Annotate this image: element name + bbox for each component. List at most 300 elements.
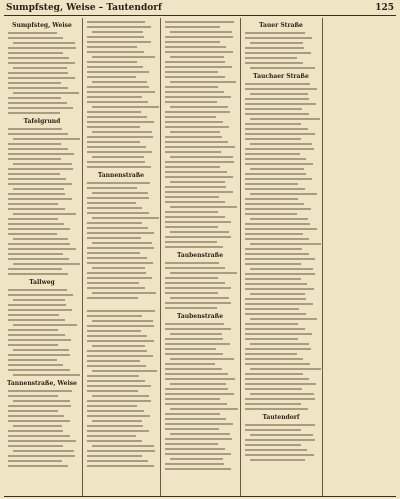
directory-entry (87, 430, 149, 432)
directory-entry (87, 116, 147, 118)
directory-entry (165, 66, 232, 68)
directory-entry (250, 318, 317, 320)
directory-entry (13, 213, 76, 215)
directory-entry (87, 465, 154, 467)
directory-entry (87, 400, 151, 402)
directory-entry (8, 460, 62, 462)
directory-entry (165, 378, 235, 380)
directory-entry (8, 178, 66, 180)
directory-entry (165, 413, 220, 415)
directory-entry (92, 370, 157, 372)
directory-entry (245, 138, 301, 140)
directory-entry (165, 373, 228, 375)
directory-entry (8, 233, 57, 235)
directory-entry (165, 468, 231, 470)
directory-entry (165, 236, 231, 238)
directory-entry (245, 383, 316, 385)
directory-entry (92, 420, 142, 422)
directory-entry (8, 289, 67, 291)
directory-entry (165, 246, 223, 248)
directory-entry (250, 168, 304, 170)
directory-entry (87, 111, 141, 113)
directory-entry (245, 288, 314, 290)
directory-entry (8, 319, 65, 321)
directory-entry (165, 453, 231, 455)
directory-entry (170, 181, 225, 183)
directory-entry (165, 86, 218, 88)
directory-entry (87, 182, 150, 184)
directory-entry (250, 143, 312, 145)
directory-entry (8, 395, 58, 397)
street-heading: Tauchaer Straße (253, 73, 309, 80)
directory-entry (8, 133, 68, 135)
directory-entry (165, 161, 234, 163)
directory-entry (8, 153, 74, 155)
directory-entry (165, 146, 235, 148)
directory-entry (13, 188, 64, 190)
directory-entry (165, 166, 220, 168)
directory-entry (165, 216, 225, 218)
directory-entry (245, 203, 304, 205)
directory-entry (8, 112, 60, 114)
directory-entry (170, 433, 230, 435)
directory-entry (8, 158, 61, 160)
directory-entry (245, 444, 301, 446)
directory-entry (245, 62, 303, 64)
directory-entry (165, 171, 227, 173)
directory-entry (250, 93, 308, 95)
directory-entry (8, 47, 76, 49)
directory-entry (87, 355, 153, 357)
directory-entry (165, 211, 218, 213)
directory-entry (245, 338, 298, 340)
directory-entry (245, 333, 312, 335)
directory-entry (245, 32, 305, 34)
street-heading: Tautendorf (262, 414, 300, 421)
directory-entry (13, 349, 69, 351)
directory-entry (165, 221, 231, 223)
directory-entry (250, 67, 315, 69)
directory-entry (245, 128, 308, 130)
directory-entry (87, 141, 140, 143)
directory-entry (170, 131, 220, 133)
directory-entry (87, 66, 143, 68)
directory-entry (13, 238, 68, 240)
directory-entry (245, 388, 302, 390)
directory-entry (165, 388, 228, 390)
column-2 (82, 18, 159, 496)
directory-entry (245, 258, 315, 260)
directory-entry (250, 434, 313, 436)
directory-entry (165, 116, 216, 118)
directory-entry (165, 368, 222, 370)
directory-entry (245, 298, 306, 300)
directory-entry (87, 375, 139, 377)
directory-entry (165, 287, 231, 289)
directory-entry (165, 46, 226, 48)
directory-entry (87, 262, 153, 264)
directory-entry (87, 86, 149, 88)
directory-entry (165, 241, 217, 243)
directory-entry (245, 88, 317, 90)
directory-entry (87, 36, 144, 38)
directory-entry (8, 82, 61, 84)
directory-entry (245, 158, 306, 160)
directory-entry (87, 21, 145, 23)
directory-entry (8, 208, 65, 210)
street-heading: Tannenstraße, Weise (7, 380, 77, 387)
directory-entry (245, 108, 302, 110)
directory-entry (245, 208, 311, 210)
directory-entry (87, 440, 142, 442)
directory-entry (87, 41, 151, 43)
directory-entry (245, 83, 310, 85)
directory-entry (92, 320, 153, 322)
directory-entry (87, 282, 139, 284)
directory-entry (8, 430, 63, 432)
directory-entry (8, 183, 72, 185)
column-1 (4, 18, 80, 496)
directory-entry (92, 81, 147, 83)
directory-entry (8, 248, 76, 250)
directory-entry (170, 383, 226, 385)
directory-entry (245, 183, 298, 185)
directory-entry (245, 173, 306, 175)
directory-entry (250, 193, 317, 195)
directory-entry (8, 440, 76, 442)
directory-entry (245, 328, 305, 330)
directory-entry (92, 131, 152, 133)
block-gap (86, 302, 156, 307)
directory-entry (165, 448, 225, 450)
directory-entry (170, 408, 238, 410)
directory-entry (245, 103, 316, 105)
directory-entry (87, 202, 136, 204)
directory-entry (8, 57, 69, 59)
directory-entry (245, 98, 309, 100)
directory-entry (245, 283, 307, 285)
directory-entry (245, 323, 298, 325)
directory-entry (87, 297, 138, 299)
directory-entry (87, 350, 147, 352)
directory-entry (250, 218, 308, 220)
directory-entry (87, 277, 152, 279)
directory-entry (87, 425, 143, 427)
directory-entry (8, 228, 70, 230)
column-3 (160, 18, 239, 496)
header-rule (4, 15, 396, 16)
directory-entry (13, 138, 80, 140)
directory-entry (87, 252, 140, 254)
directory-entry (87, 325, 154, 327)
directory-entry (87, 450, 155, 452)
directory-entry (87, 335, 147, 337)
directory-entry (87, 26, 151, 28)
directory-entry (87, 151, 152, 153)
directory-entry (92, 192, 148, 194)
directory-entry (245, 373, 303, 375)
directory-entry (165, 403, 227, 405)
directory-entry (245, 363, 310, 365)
directory-entry (87, 460, 148, 462)
directory-entry (13, 374, 80, 376)
directory-entry (87, 212, 149, 214)
directory-entry (165, 61, 225, 63)
directory-entry (8, 143, 61, 145)
directory-entry (245, 178, 312, 180)
directory-entry (245, 303, 313, 305)
directory-entry (8, 52, 63, 54)
directory-entry (170, 333, 222, 335)
directory-entry (250, 393, 314, 395)
directory-entry (245, 454, 314, 456)
directory-entry (245, 408, 308, 410)
directory-entry (87, 365, 146, 367)
directory-entry (92, 292, 156, 294)
directory-entry (92, 395, 149, 397)
directory-entry (245, 398, 315, 400)
directory-entry (87, 91, 155, 93)
directory-entry (245, 47, 304, 49)
directory-entry (245, 348, 311, 350)
directory-entry (8, 455, 75, 457)
directory-entry (245, 228, 317, 230)
directory-entry (165, 307, 217, 309)
directory-entry (170, 81, 236, 83)
directory-entry (87, 287, 145, 289)
directory-entry (87, 121, 154, 123)
directory-entry (165, 121, 223, 123)
street-heading: Taubenstraße (176, 313, 224, 320)
directory-entry (165, 323, 224, 325)
directory-entry (8, 344, 58, 346)
directory-entry (165, 282, 225, 284)
directory-entry (8, 198, 72, 200)
directory-entry (87, 315, 142, 317)
directory-entry (245, 37, 312, 39)
directory-entry (87, 410, 144, 412)
directory-entry (250, 118, 320, 120)
directory-entry (165, 277, 218, 279)
directory-entry (13, 163, 72, 165)
street-heading: Taubenstraße (176, 252, 224, 259)
directory-entry (87, 405, 137, 407)
street-heading: Tafelgrund (23, 118, 61, 125)
directory-entry (8, 32, 57, 34)
directory-entry (87, 385, 151, 387)
directory-entry (245, 233, 303, 235)
directory-entry (8, 253, 63, 255)
directory-entry (8, 193, 65, 195)
page-number: 125 (375, 3, 394, 13)
directory-entry (8, 148, 68, 150)
directory-entry (87, 247, 154, 249)
directory-entry (245, 163, 313, 165)
directory-entry (165, 176, 233, 178)
directory-entry (8, 97, 61, 99)
directory-entry (245, 429, 301, 431)
directory-entry (245, 133, 315, 135)
directory-entry (8, 107, 73, 109)
directory-entry (87, 232, 154, 234)
directory-entry (8, 168, 73, 170)
directory-entry (170, 358, 234, 360)
directory-entry (165, 398, 220, 400)
directory-entry (13, 67, 67, 69)
directory-entry (87, 187, 137, 189)
directory-entry (165, 463, 224, 465)
directory-entry (87, 227, 148, 229)
directory-entry (170, 206, 237, 208)
directory-entry (250, 368, 321, 370)
directory-entry (92, 31, 143, 33)
directory-entry (87, 272, 146, 274)
directory-entry (245, 213, 297, 215)
directory-entry (8, 72, 68, 74)
directory-entry (87, 330, 141, 332)
directory-entry (165, 41, 220, 43)
directory-entry (8, 420, 70, 422)
directory-entry (8, 314, 59, 316)
directory-entry (87, 136, 153, 138)
directory-entry (87, 380, 145, 382)
directory-entry (8, 77, 75, 79)
directory-entry (8, 102, 67, 104)
directory-entry (87, 237, 141, 239)
directory-entry (87, 166, 151, 168)
directory-entry (8, 435, 70, 437)
directory-entry (13, 299, 65, 301)
directory-entry (13, 42, 75, 44)
directory-entry (87, 360, 140, 362)
directory-entry (92, 345, 145, 347)
directory-entry (245, 198, 298, 200)
directory-entry (170, 56, 224, 58)
directory-entry (245, 248, 302, 250)
directory-entry (8, 294, 73, 296)
directory-entry (245, 439, 315, 441)
directory-entry (87, 96, 142, 98)
directory-entry (92, 217, 159, 219)
directory-entry (87, 76, 136, 78)
directory-entry (245, 188, 305, 190)
directory-entry (8, 258, 69, 260)
directory-entry (92, 106, 159, 108)
directory-entry (165, 71, 218, 73)
directory-entry (87, 146, 146, 148)
directory-entry (165, 328, 231, 330)
directory-entry (165, 151, 221, 153)
directory-entry (92, 267, 145, 269)
directory-entry (87, 340, 154, 342)
directory-entry (8, 465, 68, 467)
directory-entry (165, 363, 215, 365)
directory-entry (8, 203, 58, 205)
directory-entry (245, 223, 310, 225)
directory-entry (170, 458, 223, 460)
directory-entry (165, 338, 223, 340)
directory-entry (87, 61, 137, 63)
directory-entry (8, 334, 65, 336)
directory-entry (8, 339, 71, 341)
directory-entry (165, 36, 233, 38)
street-heading: Tauer Straße (259, 22, 303, 29)
directory-entry (92, 156, 144, 158)
directory-entry (8, 62, 75, 64)
directory-entry (165, 438, 232, 440)
column-5 (322, 18, 397, 496)
directory-entry (87, 51, 144, 53)
directory-entry (92, 445, 154, 447)
directory-entry (170, 231, 229, 233)
directory-entry (250, 243, 321, 245)
street-heading: Sumpfsteg, Weise (12, 22, 72, 29)
directory-entry (92, 56, 155, 58)
directory-entry (165, 262, 219, 264)
directory-entry (245, 449, 307, 451)
directory-entry (250, 293, 305, 295)
directory-entry (92, 242, 152, 244)
directory-entry (87, 415, 150, 417)
running-head: Sumpfsteg, Weise – Tautendorf (6, 3, 162, 13)
directory-entry (8, 329, 58, 331)
directory-entry (245, 273, 315, 275)
page-header (0, 0, 400, 16)
directory-entry (165, 51, 233, 53)
directory-entry (245, 378, 309, 380)
directory-entry (8, 445, 63, 447)
directory-entry (245, 253, 309, 255)
directory-entry (8, 359, 57, 361)
directory-entry (8, 128, 62, 130)
directory-entry (245, 403, 301, 405)
directory-entry (250, 268, 313, 270)
directory-entry (8, 309, 72, 311)
directory-entry (87, 207, 142, 209)
directory-entry (165, 91, 224, 93)
street-heading: Tallweg (29, 279, 55, 286)
directory-entry (245, 353, 297, 355)
directory-entry (170, 31, 232, 33)
directory-entry (165, 302, 231, 304)
directory-entry (8, 173, 60, 175)
directory-entry (165, 111, 230, 113)
directory-entry (165, 21, 234, 23)
footer-rule (4, 496, 396, 497)
directory-entry (8, 268, 62, 270)
directory-entry (8, 364, 63, 366)
directory-entry (170, 106, 228, 108)
directory-entry (8, 243, 70, 245)
directory-entry (13, 324, 77, 326)
directory-entry (250, 343, 309, 345)
directory-entry (245, 123, 301, 125)
directory-entry (87, 310, 155, 312)
directory-entry (87, 46, 137, 48)
directory-entry (87, 101, 148, 103)
directory-entry (13, 92, 79, 94)
directory-entry (87, 197, 149, 199)
directory-entry (170, 156, 233, 158)
directory-entry (87, 257, 147, 259)
directory-entry (245, 308, 299, 310)
directory-entry (250, 459, 305, 461)
directory-entry (8, 410, 58, 412)
directory-entry (165, 348, 216, 350)
directory-entry (245, 57, 297, 59)
directory-entry (8, 415, 64, 417)
directory-entry (8, 223, 64, 225)
